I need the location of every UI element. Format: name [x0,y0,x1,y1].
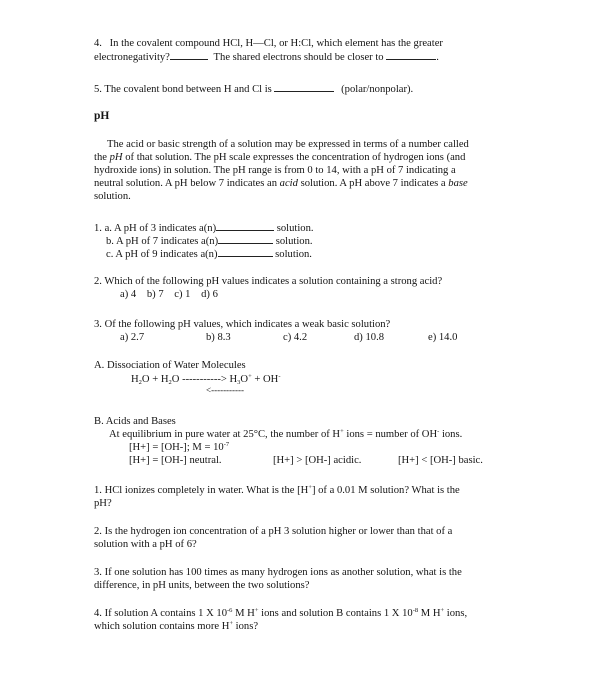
q1-b-blank[interactable] [218,234,273,244]
b4-text: 4. If solution A contains 1 X 10 [94,608,228,619]
exp-neg8: -8 [412,607,419,614]
sup-plus: + [440,607,445,614]
q2-text: 2. Which of the following pH values indicates a solution containing a strong acid? [94,276,443,287]
eq-sub-3: 3 [237,379,241,386]
b3-line-1: 3. If one solution has 100 times as many hydrogen ions as another solution, what is the [94,567,462,578]
sup-plus: + [229,620,234,627]
intro-text: neutral solution. A pH below 7 indicates an [94,178,278,189]
sup-minus: - [437,428,440,435]
exp-neg7: -7 [223,441,230,448]
q4-number: 4. [94,38,102,49]
b4-line-1 [94,607,467,621]
section-b-title: B. Acids and Bases [94,416,176,427]
q1-b-text: b. A pH of 7 indicates a(n) [106,236,219,247]
eq-text: ions = number of OH [343,429,438,440]
sup-plus: + [254,607,259,614]
b4-text: which solution contains more H [94,621,230,632]
q1-a-suffix: solution. [276,223,314,234]
eq-o: O [171,374,180,385]
q1-a-blank[interactable] [216,221,274,231]
intro-line-4 [94,177,468,191]
q1-c [106,247,312,262]
b4-text: ions? [233,621,259,632]
b2-line-1: 2. Is the hydrogen ion concentration of a pH 3 solution higher or lower than that of a [94,526,453,537]
q2-options [120,288,218,302]
basic-rule: [H+] < [OH-] basic. [398,455,483,466]
eq-sub-2: 2 [168,379,172,386]
b4-line-2 [94,620,258,634]
eq-oh: OH [263,374,279,385]
sup-plus: + [308,484,312,491]
q4-line2 [94,50,439,65]
eq-h: H [160,374,169,385]
b2-line-2: solution with a pH of 6? [94,539,197,550]
q4-text-1: In the covalent compound HCl, H—Cl, or H:Cl, which element has the greater [109,38,443,49]
q5-answer-blank[interactable] [274,82,334,92]
q1-c-text: c. A pH of 9 indicates a(n) [106,249,218,260]
intro-line-2 [94,151,465,165]
neutral-rule: [H+] = [OH-] neutral. [129,455,222,466]
intro-text: the [94,152,107,163]
eq-text: ions. [439,429,463,440]
q4-answer-blank-1[interactable] [170,50,208,60]
q1-a-text: 1. a. A pH of 3 indicates a(n) [94,223,217,234]
equilibrium-statement [109,428,462,442]
intro-text: solution. A pH above 7 indicates a [300,178,446,189]
section-a-title: A. Dissociation of Water Molecules [94,360,246,371]
eq-sub-2: 2 [138,379,142,386]
eq-o: O [141,374,150,385]
eq-h: H [131,374,139,385]
exp-neg6: -6 [227,607,233,614]
q2-option-d[interactable]: d) 6 [201,289,218,300]
q4-answer-blank-2[interactable] [386,50,436,60]
b1-line-1 [94,484,460,498]
eq-sup-minus: - [278,373,281,380]
intro-ph-italic: pH [109,152,123,163]
eq-plus: + [149,374,161,385]
q3-option-c[interactable]: c) 4.2 [283,332,308,343]
eq-text: At equilibrium in pure water at 25°C, the number of H [109,429,341,440]
q3-option-b[interactable]: b) 8.3 [206,332,231,343]
b4-text: M H [418,608,441,619]
conc-text: [H+] = [OH-]; M = 10 [129,442,224,453]
b1-text: ] of a 0.01 M solution? What is the [311,485,460,496]
intro-text: of that solution. The pH scale expresses the concentration of hydrogen ions (and [125,152,466,163]
q2-option-a[interactable]: a) 4 [120,289,137,300]
b4-text: M H [232,608,255,619]
page-heading: pH [94,110,110,122]
intro-acid-italic: acid [279,178,298,189]
q1-b-suffix: solution. [275,236,313,247]
q2-option-b[interactable]: b) 7 [146,289,164,300]
forward-arrow: -----------> [182,374,230,385]
q2-option-c[interactable]: c) 1 [174,289,191,300]
q3-option-d[interactable]: d) 10.8 [354,332,385,343]
intro-line-1: The acid or basic strength of a solution may be expressed in terms of a number called [107,139,469,150]
reverse-arrow: <----------- [206,385,245,395]
q4-text-2a: electronegativity? [94,52,170,63]
neutral-concentration [129,441,229,455]
intro-base-italic: base [448,178,468,189]
q3-option-a[interactable]: a) 2.7 [120,332,145,343]
b1-text: 1. HCl ionizes completely in water. What is the [H [94,485,309,496]
intro-line-5: solution. [94,191,131,202]
b4-text: ions, [444,608,468,619]
sup-plus: + [340,428,344,435]
q1-c-suffix: solution. [275,249,312,260]
q1-c-blank[interactable] [218,247,273,257]
q5-suffix: (polar/nonpolar). [341,84,414,95]
q5-text: 5. The covalent bond between H and Cl is [94,84,272,95]
b1-line-2: pH? [94,498,112,509]
q3-text: 3. Of the following pH values, which indicates a weak basic solution? [94,319,391,330]
q3-option-e[interactable]: e) 14.0 [428,332,458,343]
eq-plus: + [251,374,264,385]
eq-h: H [229,374,238,385]
eq-sup-plus: + [248,373,252,380]
acidic-rule: [H+] > [OH-] acidic. [273,455,362,466]
b3-line-2: difference, in pH units, between the two solutions? [94,580,310,591]
q5-line [94,82,413,97]
eq-o: O [240,374,249,385]
q4-text-2b: The shared electrons should be closer to [213,52,384,63]
q4-line1 [94,37,443,51]
b4-text: ions and solution B contains 1 X 10 [258,608,413,619]
intro-line-3: hydroxide ions) in solution. The pH range is from 0 to 14, with a pH of 7 indicating a [94,165,456,176]
q4-end: . [436,52,439,63]
